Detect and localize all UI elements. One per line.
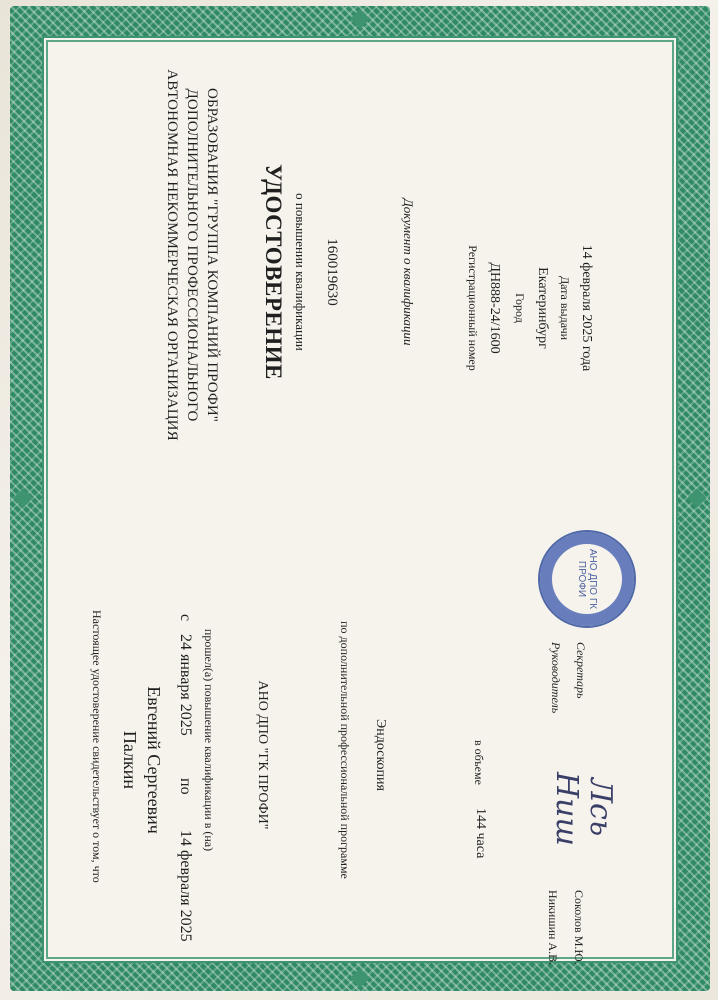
program-name: Эндоскопия [373, 719, 388, 791]
to-word: по [177, 778, 194, 795]
org-line-3: ОБРАЗОВАНИЯ "ГРУППА КОМПАНИЙ ПРОФИ" [204, 87, 220, 423]
to-date: 14 февраля 2025 [177, 830, 194, 942]
document-number: 160019630 [324, 238, 340, 306]
intro-text: Настоящее удостоверение свидетельствует о том, что [90, 610, 104, 883]
city: Екатеринбург [535, 267, 550, 349]
document-title: УДОСТОВЕРЕНИЕ [261, 164, 286, 380]
secretary-signature: Лсь [583, 778, 618, 837]
org-line-1: АВТОНОМНАЯ НЕКОММЕРЧЕСКАЯ ОРГАНИЗАЦИЯ [164, 69, 180, 441]
head-signature: Ниш [549, 772, 584, 846]
official-stamp [538, 530, 636, 628]
from-word: с [177, 614, 194, 622]
volume-value: 144 часа [473, 808, 488, 859]
given-names: Евгений Сергеевич [144, 686, 164, 834]
document-subtitle: о повышении квалификации [293, 193, 308, 351]
head-name: Никишин А.В. [546, 890, 560, 966]
stamp-text: АНО ДПО ГК ПРОФИ [576, 548, 598, 610]
document-type: Документ о квалификации [401, 198, 416, 346]
reg-number: ДН888-24/1600 [487, 262, 502, 354]
city-label: Город [513, 293, 527, 323]
reg-number-label: Регистрационный номер [466, 245, 480, 371]
surname: Палкин [120, 730, 140, 790]
head-label: Руководитель [549, 642, 563, 714]
organization-short: АНО ДПО "ГК ПРОФИ" [255, 680, 270, 830]
issue-date: 14 февраля 2025 года [579, 244, 594, 372]
org-line-2: ДОПОЛНИТЕЛЬНОГО ПРОФЕССИОНАЛЬНОГО [184, 88, 200, 422]
secretary-name: Соколов М.Ю. [572, 890, 586, 965]
volume-label: в объеме [472, 740, 486, 785]
program-label: по дополнительной профессиональной программе [338, 621, 352, 879]
passed-text: прошел(а) повышение квалификации в (на) [202, 628, 216, 852]
issue-date-label: Дата выдачи [558, 275, 572, 341]
from-date: 24 января 2025 [177, 634, 194, 736]
secretary-label: Секретарь [574, 642, 588, 699]
